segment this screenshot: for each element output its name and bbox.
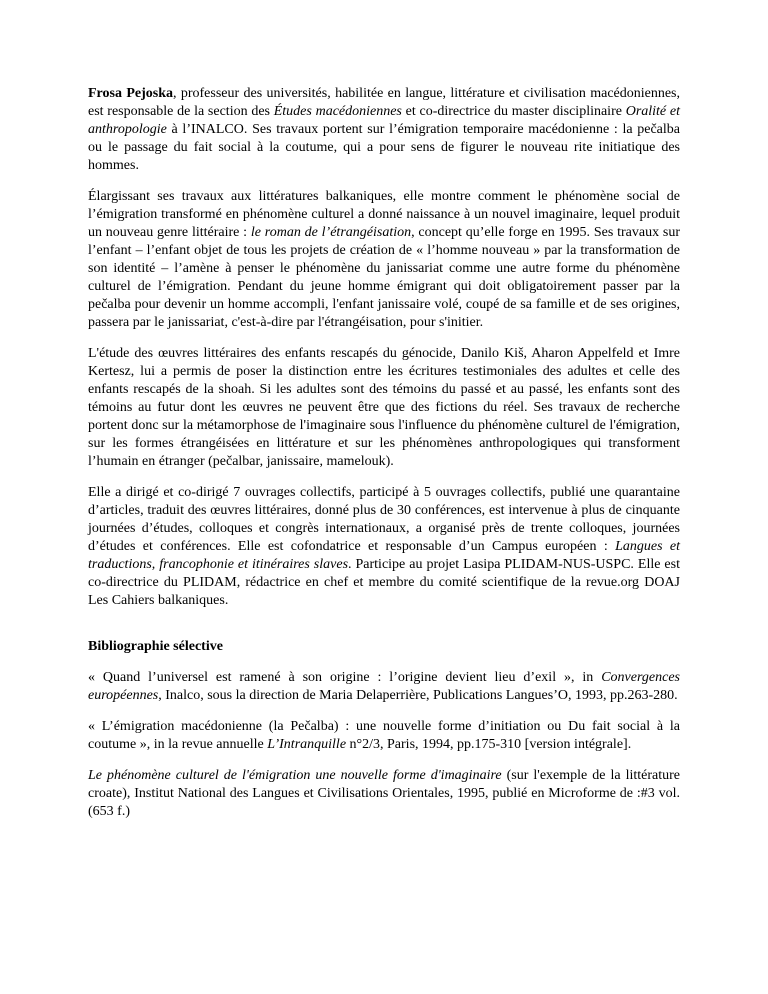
bio-paragraph-4 xyxy=(88,484,680,610)
italic-section-name: Études macédoniennes xyxy=(273,104,402,119)
bio-paragraph-1 xyxy=(88,85,680,175)
italic-concept: le roman de l’étrangéisation xyxy=(250,225,412,240)
italic-campus-name: Langues et traductions, francophonie et itinéraires slaves xyxy=(88,539,680,572)
bibliography-entry xyxy=(88,767,680,821)
bibliography-entry xyxy=(88,718,680,754)
bio-text: , professeur des universités, habilitée en langue, littérature et civilisation macédoniennes, est responsable de la section des xyxy=(88,86,681,119)
entry-text: n°2/3, Paris, 1994, pp.175-310 [version intégrale]. xyxy=(346,737,632,752)
bio-text: . Participe au projet Lasipa PLIDAM-NUS-USPC. Elle est co-directrice du PLIDAM, rédactrice en chef et membre du comité scientifique de la revue.org DOAJ Les Cahiers balkaniques. xyxy=(88,557,680,608)
bio-paragraph-2 xyxy=(88,188,680,332)
entry-text: , Inalco, sous la direction de Maria Delaperrière, Publications Langues’O, 1993, pp.263-280. xyxy=(158,688,678,703)
document-page xyxy=(88,85,680,834)
bio-text: Elle a dirigé et co-dirigé 7 ouvrages collectifs, participé à 5 ouvrages collectifs, publié une quarantaine d’articles, traduit des œuvres littéraires, donné plus de 30 conférences, est intervenue à plus de cinquante journées d’études, colloques et congrès internationaux, a organisé près de trente colloques, journées d’études et conférences. Elle est cofondatrice et responsable d’un Campus européen : xyxy=(88,485,680,554)
entry-title: Convergences européennes xyxy=(88,670,680,703)
author-name: Frosa Pejoska xyxy=(88,86,173,101)
bio-text: à l’INALCO. Ses travaux portent sur l’émigration temporaire macédonienne : la pečalba ou le passage du fait social à la coutume, qui a pour sens de figurer le nouveau rite initiatique des hommes. xyxy=(88,122,680,173)
italic-master-name: Oralité et anthropologie xyxy=(88,104,680,137)
entry-title: Le phénomène culturel de l'émigration une nouvelle forme d'imaginaire xyxy=(88,768,502,783)
bio-text: et co-directrice du master disciplinaire xyxy=(401,104,626,119)
bio-text: Élargissant ses travaux aux littératures balkaniques, elle montre comment le phénomène social de l’émigration transformé en phénomène culturel a donné naissance à un nouvel imaginaire, lequel produit un nouveau genre littéraire : xyxy=(88,189,680,240)
entry-title: L’Intranquille xyxy=(267,737,347,752)
bio-text: , concept qu’elle forge en 1995. Ses travaux sur l’enfant – l’enfant objet de tous les projets de création de « l’homme nouveau » par la transformation de son identité – l’amène à penser le phénomène du janissariat comme une autre forme du phénomène culturel de l’émigration. Pendant du jeune homme émigrant qui doit obligatoirement passer par la pečalba pour devenir un homme accompli, l'enfant janissaire volé, coupé de sa famille et de ses origines, passera par le janissariat, c'est-à-dire par l'étrangéisation, pour s'initier. xyxy=(88,225,680,330)
bibliography-heading: Bibliographie sélective xyxy=(88,639,223,654)
bibliography-entry xyxy=(88,669,680,705)
entry-text: « L’émigration macédonienne (la Pečalba) : une nouvelle forme d’initiation ou Du fait social à la coutume », in la revue annuelle xyxy=(88,719,680,752)
entry-text: « Quand l’universel est ramené à son origine : l’origine devient lieu d’exil », in xyxy=(88,670,602,685)
bio-paragraph-3: L'étude des œuvres littéraires des enfants rescapés du génocide, Danilo Kiš, Aharon Appelfeld et Imre Kertesz, lui a permis de poser la distinction entre les écritures testimoniales des adultes et celle des enfants rescapés de la shoah. Si les adultes sont des témoins du passé et au passé, les enfants sont des témoins au futur dont les œuvres ne peuvent être que des fictions du réel. Ses travaux de recherche portent donc sur la métamorphose de l'imaginaire sous l'influence du phénomène culturel de l'émigration, sur les formes étrangéisées en littérature et sur les phénomènes anthropologiques qui transforment l’humain en étranger (pečalbar, janissaire, mamelouk). xyxy=(88,346,680,469)
entry-text: (sur l'exemple de la littérature croate), Institut National des Langues et Civilisations Orientales, 1995, publié en Microforme de :#3 vol. (653 f.) xyxy=(88,768,680,819)
